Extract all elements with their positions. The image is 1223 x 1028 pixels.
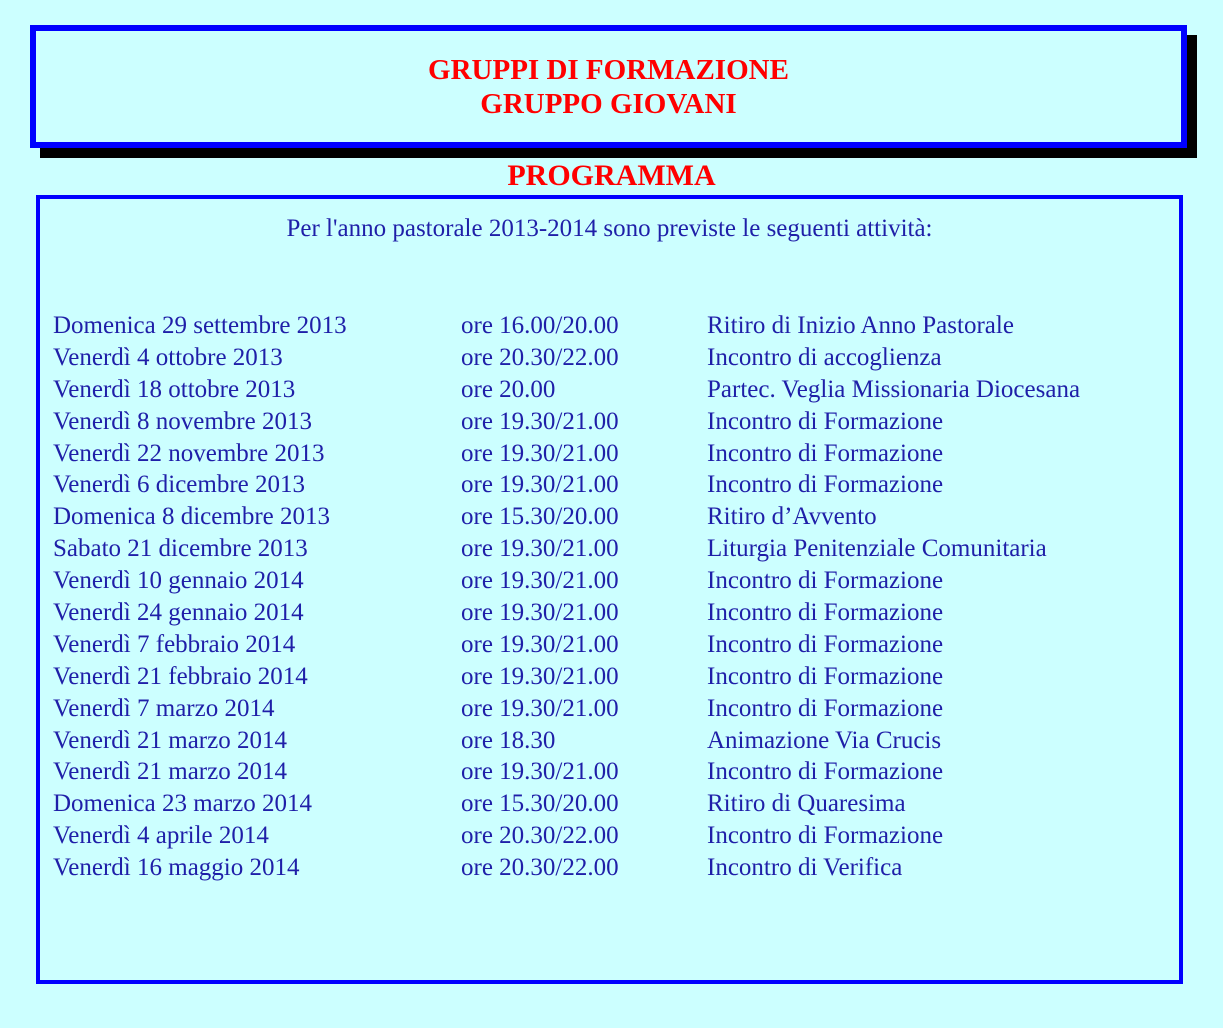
schedule-date: Domenica 23 marzo 2014 xyxy=(53,790,312,818)
intro-text: Per l'anno pastorale 2013-2014 sono previste le seguenti attività: xyxy=(286,215,933,242)
schedule-time: ore 19.30/21.00 xyxy=(461,471,619,499)
header-box xyxy=(30,25,1187,148)
schedule-date: Venerdì 10 gennaio 2014 xyxy=(53,567,304,595)
schedule-date: Domenica 29 settembre 2013 xyxy=(53,312,347,339)
schedule-row xyxy=(53,533,1173,565)
schedule-time: ore 19.30/21.00 xyxy=(461,758,619,786)
schedule-row xyxy=(53,565,1173,597)
schedule-date: Venerdì 22 novembre 2013 xyxy=(53,439,325,467)
schedule-date: Venerdì 7 febbraio 2014 xyxy=(53,630,296,658)
schedule-row xyxy=(53,342,1173,374)
schedule-activity: Incontro di Formazione xyxy=(707,758,944,786)
schedule-date: Venerdì 8 novembre 2013 xyxy=(53,407,312,435)
schedule-activity: Incontro di Formazione xyxy=(707,822,944,850)
schedule-time: ore 19.30/21.00 xyxy=(461,694,619,722)
schedule-activity: Incontro di Formazione xyxy=(707,439,944,467)
schedule-row xyxy=(53,374,1173,406)
schedule-row xyxy=(53,469,1173,501)
schedule-time: ore 19.30/21.00 xyxy=(461,535,619,563)
schedule-time: ore 19.30/21.00 xyxy=(461,439,619,467)
schedule-list xyxy=(53,310,1173,884)
schedule-time: ore 19.30/21.00 xyxy=(461,662,619,690)
schedule-activity: Ritiro d’Avvento xyxy=(707,503,877,531)
schedule-row xyxy=(53,597,1173,629)
schedule-activity: Incontro di Formazione xyxy=(707,694,944,722)
schedule-time: ore 19.30/21.00 xyxy=(461,407,619,435)
schedule-row xyxy=(53,788,1173,820)
schedule-activity: Animazione Via Crucis xyxy=(707,726,942,754)
schedule-time: ore 19.30/21.00 xyxy=(461,630,619,658)
schedule-box xyxy=(36,195,1183,984)
schedule-row xyxy=(53,693,1173,725)
schedule-row xyxy=(53,852,1173,884)
schedule-activity: Incontro di Formazione xyxy=(707,630,944,658)
schedule-time: ore 15.30/20.00 xyxy=(461,503,619,531)
schedule-row xyxy=(53,438,1173,470)
schedule-row xyxy=(53,661,1173,693)
schedule-time: ore 20.30/22.00 xyxy=(461,854,619,882)
schedule-date: Venerdì 4 aprile 2014 xyxy=(53,822,269,850)
schedule-time: ore 15.30/20.00 xyxy=(461,790,619,818)
schedule-time: ore 18.30 xyxy=(461,726,556,754)
schedule-activity: Incontro di Formazione xyxy=(707,599,944,627)
schedule-activity: Incontro di Formazione xyxy=(707,567,944,595)
schedule-date: Venerdì 16 maggio 2014 xyxy=(53,854,300,882)
schedule-row xyxy=(53,756,1173,788)
schedule-activity: Incontro di Formazione xyxy=(707,407,944,435)
schedule-date: Venerdì 7 marzo 2014 xyxy=(53,694,275,722)
schedule-activity: Incontro di Formazione xyxy=(707,662,944,690)
schedule-date: Domenica 8 dicembre 2013 xyxy=(53,503,330,531)
schedule-row xyxy=(53,501,1173,533)
schedule-row xyxy=(53,406,1173,438)
schedule-time: ore 16.00/20.00 xyxy=(461,312,619,339)
header-title-line1: GRUPPI DI FORMAZIONE xyxy=(428,54,789,86)
schedule-date: Venerdì 4 ottobre 2013 xyxy=(53,343,283,371)
schedule-activity: Ritiro di Quaresima xyxy=(707,790,906,818)
schedule-time: ore 20.30/22.00 xyxy=(461,343,619,371)
schedule-date: Venerdì 6 dicembre 2013 xyxy=(53,471,306,499)
schedule-row xyxy=(53,310,1173,342)
header-title-line2: GRUPPO GIOVANI xyxy=(480,88,737,120)
schedule-row xyxy=(53,725,1173,757)
schedule-time: ore 20.00 xyxy=(461,375,556,403)
schedule-time: ore 19.30/21.00 xyxy=(461,567,619,595)
schedule-row xyxy=(53,629,1173,661)
schedule-activity: Ritiro di Inizio Anno Pastorale xyxy=(707,312,1014,339)
schedule-activity: Incontro di Formazione xyxy=(707,471,944,499)
program-title: PROGRAMMA xyxy=(507,159,716,192)
schedule-activity: Partec. Veglia Missionaria Diocesana xyxy=(707,375,1081,403)
schedule-date: Venerdì 21 marzo 2014 xyxy=(53,726,287,754)
schedule-date: Venerdì 24 gennaio 2014 xyxy=(53,599,304,627)
schedule-date: Sabato 21 dicembre 2013 xyxy=(53,535,308,563)
schedule-activity: Incontro di accoglienza xyxy=(707,343,942,371)
schedule-activity: Liturgia Penitenziale Comunitaria xyxy=(707,535,1047,563)
schedule-activity: Incontro di Verifica xyxy=(707,854,903,882)
schedule-row xyxy=(53,820,1173,852)
schedule-date: Venerdì 18 ottobre 2013 xyxy=(53,375,296,403)
schedule-time: ore 19.30/21.00 xyxy=(461,599,619,627)
schedule-date: Venerdì 21 febbraio 2014 xyxy=(53,662,308,690)
schedule-date: Venerdì 21 marzo 2014 xyxy=(53,758,287,786)
schedule-time: ore 20.30/22.00 xyxy=(461,822,619,850)
